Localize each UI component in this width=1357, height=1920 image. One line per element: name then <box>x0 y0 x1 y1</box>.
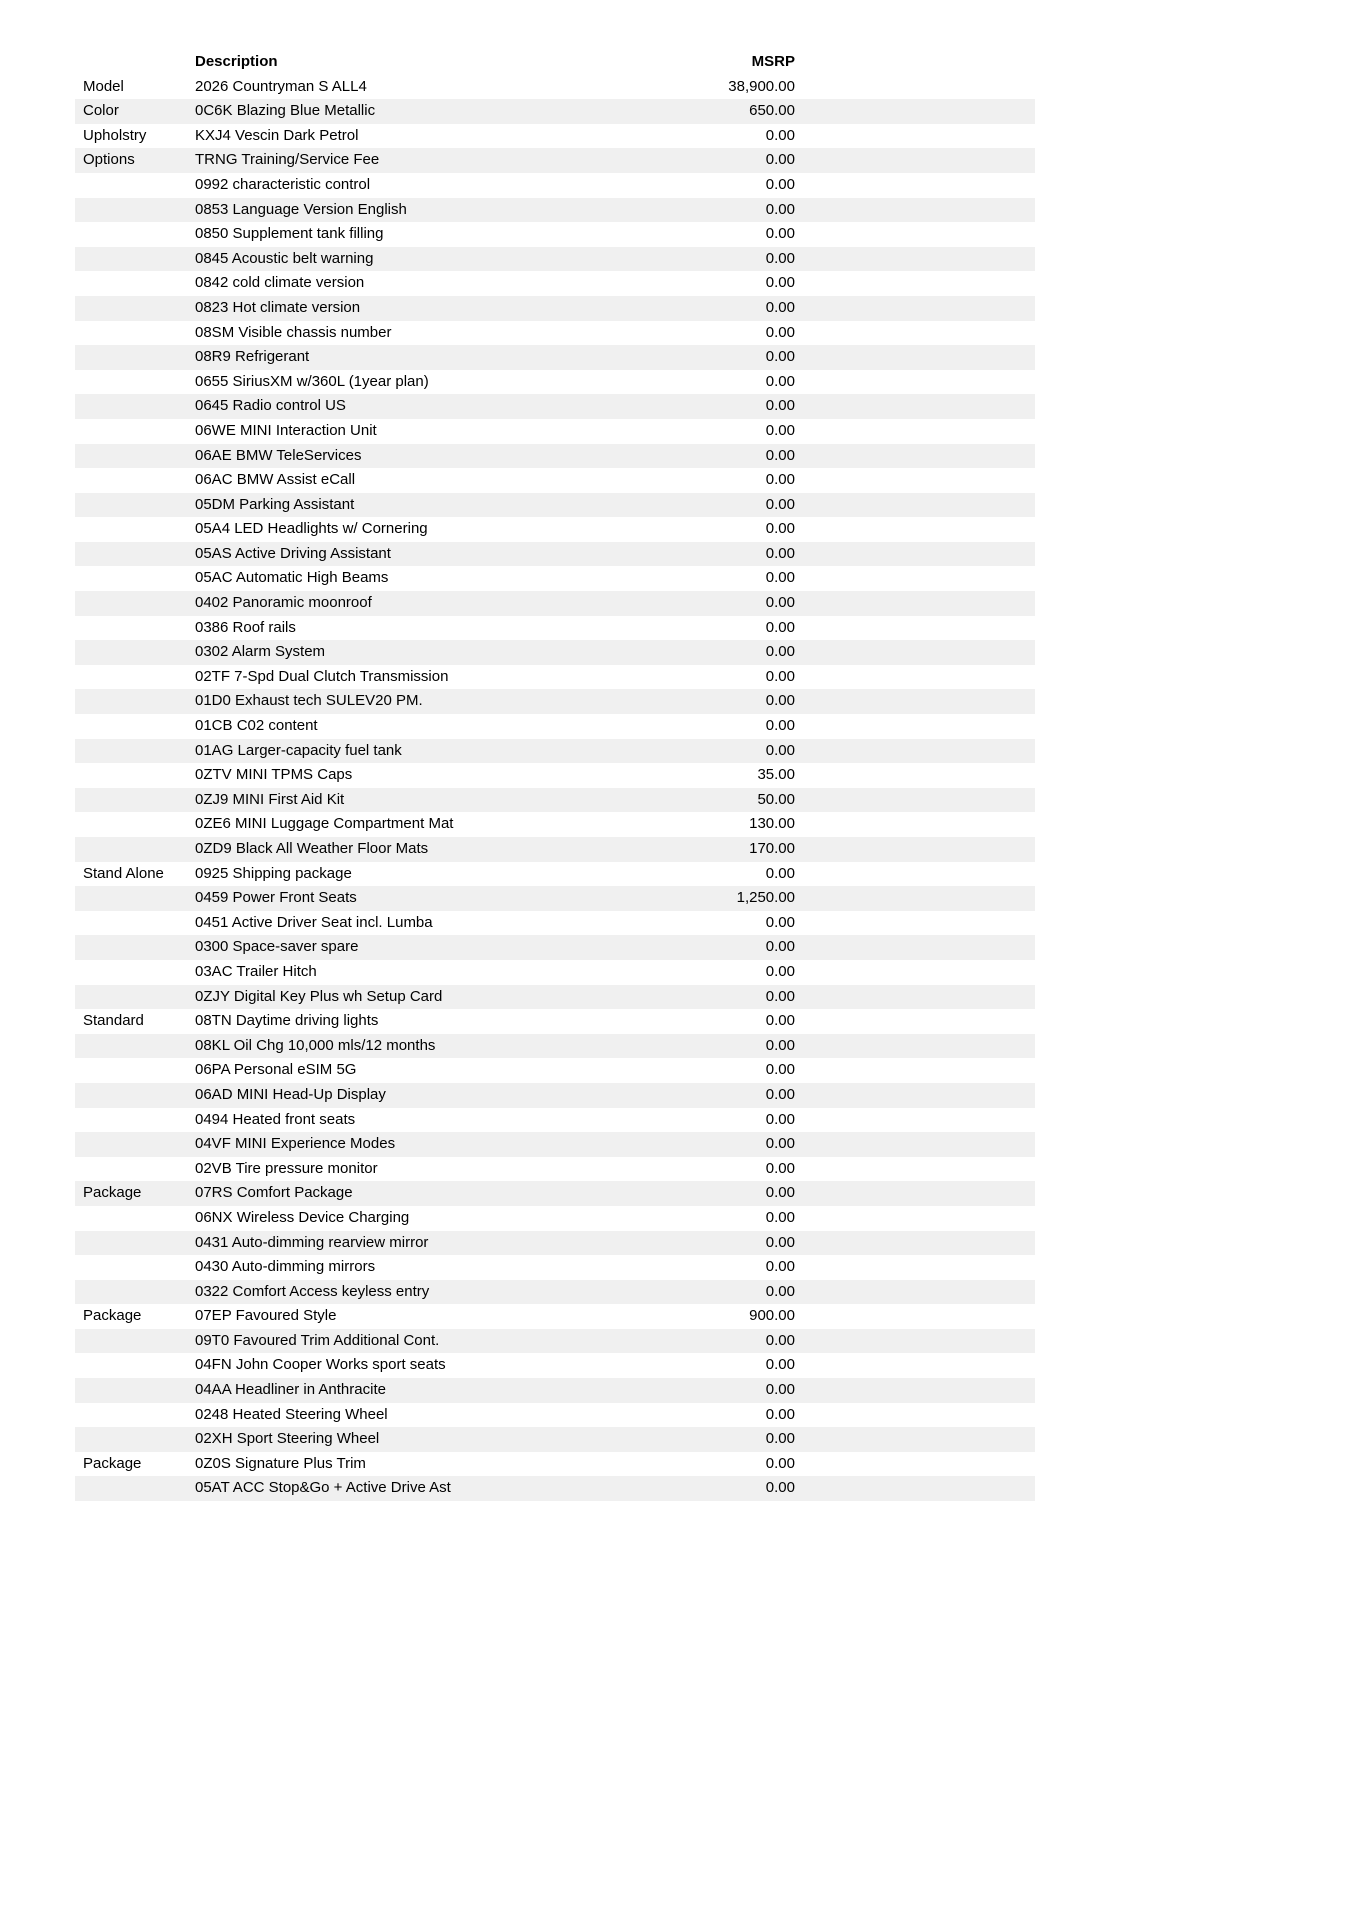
msrp-cell: 0.00 <box>765 151 795 169</box>
description-cell: 01D0 Exhaust tech SULEV20 PM. <box>195 692 423 710</box>
description-cell: 0ZTV MINI TPMS Caps <box>195 766 353 784</box>
price-table-body <box>75 75 1035 1501</box>
table-row <box>75 321 1035 346</box>
description-cell: 0Z0S Signature Plus Trim <box>195 1454 366 1472</box>
description-cell: 0431 Auto-dimming rearview mirror <box>195 1233 429 1251</box>
msrp-cell: 0.00 <box>765 1085 795 1103</box>
description-cell: 05AC Automatic High Beams <box>195 569 389 587</box>
description-cell: 04FN John Cooper Works sport seats <box>195 1356 446 1374</box>
msrp-cell: 0.00 <box>765 348 795 366</box>
msrp-cell: 0.00 <box>765 1331 795 1349</box>
table-row <box>75 1304 1035 1329</box>
description-cell: 0ZE6 MINI Luggage Compartment Mat <box>195 815 454 833</box>
table-row <box>75 911 1035 936</box>
table-row <box>75 739 1035 764</box>
description-cell: 0845 Acoustic belt warning <box>195 249 374 267</box>
description-cell: 0386 Roof rails <box>195 618 296 636</box>
msrp-cell: 0.00 <box>765 200 795 218</box>
description-cell: 05AT ACC Stop&Go + Active Drive Ast <box>195 1479 451 1497</box>
table-row <box>75 444 1035 469</box>
table-row <box>75 862 1035 887</box>
msrp-cell: 170.00 <box>749 840 795 857</box>
table-row <box>75 394 1035 419</box>
table-row <box>75 1329 1035 1354</box>
msrp-cell: 0.00 <box>765 1479 795 1497</box>
msrp-cell: 0.00 <box>765 1258 795 1276</box>
table-row <box>75 1378 1035 1403</box>
description-cell: 0823 Hot climate version <box>195 298 361 316</box>
description-cell: 09T0 Favoured Trim Additional Cont. <box>195 1331 440 1349</box>
msrp-cell: 0.00 <box>765 913 795 931</box>
msrp-cell: 0.00 <box>765 397 795 415</box>
table-row <box>75 812 1035 837</box>
table-row <box>75 591 1035 616</box>
description-cell: 04AA Headliner in Anthracite <box>195 1381 386 1399</box>
msrp-cell: 0.00 <box>765 1184 795 1202</box>
msrp-cell: 0.00 <box>765 1454 795 1472</box>
table-row <box>75 566 1035 591</box>
msrp-cell: 0.00 <box>765 1430 795 1448</box>
description-cell: 06WE MINI Interaction Unit <box>195 421 377 439</box>
msrp-cell: 0.00 <box>765 1012 795 1030</box>
table-row <box>75 493 1035 518</box>
table-row <box>75 542 1035 567</box>
msrp-cell: 0.00 <box>765 175 795 193</box>
description-cell: 05A4 LED Headlights w/ Cornering <box>195 520 428 538</box>
description-cell: 0302 Alarm System <box>195 643 326 661</box>
description-cell: 01AG Larger-capacity fuel tank <box>195 741 402 759</box>
msrp-cell: 650.00 <box>749 102 795 120</box>
table-row <box>75 370 1035 395</box>
table-row <box>75 1403 1035 1428</box>
description-cell: 02TF 7-Spd Dual Clutch Transmission <box>195 667 449 685</box>
msrp-cell: 0.00 <box>765 643 795 661</box>
msrp-cell: 0.00 <box>765 1135 795 1153</box>
table-row <box>75 1009 1035 1034</box>
description-cell: 07RS Comfort Package <box>195 1184 353 1202</box>
description-cell: 06AD MINI Head-Up Display <box>195 1085 386 1103</box>
msrp-cell: 0.00 <box>765 1061 795 1079</box>
msrp-cell: 0.00 <box>765 692 795 710</box>
description-cell: 0992 characteristic control <box>195 175 371 193</box>
description-cell: 06AC BMW Assist eCall <box>195 471 356 489</box>
table-row <box>75 1280 1035 1305</box>
table-row <box>75 345 1035 370</box>
category-cell: Package <box>83 1307 142 1325</box>
msrp-cell: 0.00 <box>765 1036 795 1054</box>
msrp-cell: 0.00 <box>765 741 795 759</box>
msrp-cell: 0.00 <box>765 1233 795 1251</box>
table-row <box>75 1255 1035 1280</box>
description-cell: 2026 Countryman S ALL4 <box>195 77 367 95</box>
table-row <box>75 1108 1035 1133</box>
table-row <box>75 468 1035 493</box>
table-row <box>75 1181 1035 1206</box>
description-cell: 0842 cold climate version <box>195 274 365 292</box>
header-msrp-cell: MSRP <box>751 53 795 70</box>
table-row <box>75 763 1035 788</box>
table-header-row <box>75 50 1035 75</box>
description-cell: 0ZD9 Black All Weather Floor Mats <box>195 840 429 857</box>
msrp-cell: 0.00 <box>765 938 795 956</box>
table-row <box>75 616 1035 641</box>
table-row <box>75 1452 1035 1477</box>
description-cell: 02XH Sport Steering Wheel <box>195 1430 380 1448</box>
description-cell: 0402 Panoramic moonroof <box>195 594 372 612</box>
description-cell: 02VB Tire pressure monitor <box>195 1159 378 1177</box>
category-cell: Standard <box>83 1012 144 1030</box>
description-cell: 0655 SiriusXM w/360L (1year plan) <box>195 372 429 390</box>
msrp-cell: 0.00 <box>765 1208 795 1226</box>
msrp-cell: 0.00 <box>765 421 795 439</box>
description-cell: TRNG Training/Service Fee <box>195 151 380 169</box>
description-cell: 08TN Daytime driving lights <box>195 1012 379 1030</box>
table-row <box>75 99 1035 124</box>
msrp-cell: 900.00 <box>749 1307 795 1325</box>
table-row <box>75 1132 1035 1157</box>
msrp-cell: 0.00 <box>765 274 795 292</box>
msrp-cell: 0.00 <box>765 471 795 489</box>
description-cell: 0850 Supplement tank filling <box>195 225 384 243</box>
msrp-cell: 0.00 <box>765 544 795 562</box>
description-cell: 03AC Trailer Hitch <box>195 962 317 980</box>
table-row <box>75 271 1035 296</box>
msrp-cell: 0.00 <box>765 1159 795 1177</box>
table-row <box>75 1476 1035 1501</box>
table-row <box>75 788 1035 813</box>
category-cell: Package <box>83 1454 142 1472</box>
description-cell: 0645 Radio control US <box>195 397 346 415</box>
table-row <box>75 419 1035 444</box>
description-cell: 05AS Active Driving Assistant <box>195 544 391 562</box>
table-row <box>75 1157 1035 1182</box>
table-row <box>75 1206 1035 1231</box>
table-row <box>75 689 1035 714</box>
msrp-cell: 50.00 <box>757 790 795 808</box>
category-cell: Options <box>83 151 135 169</box>
table-row <box>75 198 1035 223</box>
table-row <box>75 985 1035 1010</box>
header-description-cell: Description <box>195 53 278 70</box>
msrp-cell: 0.00 <box>765 446 795 464</box>
description-cell: 0925 Shipping package <box>195 864 352 882</box>
msrp-cell: 0.00 <box>765 1381 795 1399</box>
table-row <box>75 886 1035 911</box>
msrp-cell: 0.00 <box>765 1356 795 1374</box>
description-cell: 0494 Heated front seats <box>195 1110 356 1128</box>
msrp-cell: 0.00 <box>765 717 795 735</box>
category-cell: Package <box>83 1184 142 1202</box>
msrp-cell: 0.00 <box>765 495 795 513</box>
table-row <box>75 665 1035 690</box>
description-cell: 05DM Parking Assistant <box>195 495 355 513</box>
description-cell: 0430 Auto-dimming mirrors <box>195 1258 376 1276</box>
msrp-cell: 0.00 <box>765 1282 795 1300</box>
msrp-cell: 0.00 <box>765 298 795 316</box>
msrp-cell: 0.00 <box>765 962 795 980</box>
table-row <box>75 222 1035 247</box>
msrp-cell: 38,900.00 <box>728 77 795 95</box>
table-row <box>75 837 1035 862</box>
table-row <box>75 1058 1035 1083</box>
msrp-cell: 0.00 <box>765 126 795 144</box>
table-row <box>75 935 1035 960</box>
description-cell: 0459 Power Front Seats <box>195 889 357 907</box>
description-cell: 08SM Visible chassis number <box>195 323 392 341</box>
price-table <box>75 50 1035 1501</box>
description-cell: 0300 Space-saver spare <box>195 938 359 956</box>
msrp-cell: 130.00 <box>749 815 795 833</box>
msrp-cell: 0.00 <box>765 594 795 612</box>
description-cell: 08KL Oil Chg 10,000 mls/12 months <box>195 1036 436 1054</box>
table-row <box>75 1034 1035 1059</box>
description-cell: 0853 Language Version English <box>195 200 407 218</box>
table-row <box>75 1427 1035 1452</box>
description-cell: 0451 Active Driver Seat incl. Lumba <box>195 913 433 931</box>
description-cell: 0ZJ9 MINI First Aid Kit <box>195 790 345 808</box>
table-row <box>75 296 1035 321</box>
description-cell: 04VF MINI Experience Modes <box>195 1135 396 1153</box>
msrp-cell: 0.00 <box>765 249 795 267</box>
description-cell: 06AE BMW TeleServices <box>195 446 362 464</box>
msrp-cell: 0.00 <box>765 520 795 538</box>
msrp-cell: 0.00 <box>765 864 795 882</box>
table-row <box>75 124 1035 149</box>
msrp-cell: 0.00 <box>765 987 795 1005</box>
msrp-cell: 0.00 <box>765 569 795 587</box>
table-row <box>75 517 1035 542</box>
table-row <box>75 247 1035 272</box>
msrp-cell: 0.00 <box>765 372 795 390</box>
table-row <box>75 75 1035 100</box>
msrp-cell: 0.00 <box>765 618 795 636</box>
category-cell: Stand Alone <box>83 864 164 882</box>
category-cell: Upholstry <box>83 126 147 144</box>
msrp-cell: 0.00 <box>765 667 795 685</box>
description-cell: 0C6K Blazing Blue Metallic <box>195 102 376 120</box>
table-row <box>75 960 1035 985</box>
msrp-cell: 0.00 <box>765 323 795 341</box>
msrp-cell: 0.00 <box>765 1110 795 1128</box>
table-row <box>75 173 1035 198</box>
description-cell: 0ZJY Digital Key Plus wh Setup Card <box>195 987 443 1005</box>
table-row <box>75 1083 1035 1108</box>
category-cell: Model <box>83 77 124 95</box>
msrp-cell: 0.00 <box>765 1405 795 1423</box>
table-row <box>75 640 1035 665</box>
description-cell: 06PA Personal eSIM 5G <box>195 1061 357 1079</box>
description-cell: 08R9 Refrigerant <box>195 348 310 366</box>
description-cell: 0248 Heated Steering Wheel <box>195 1405 388 1423</box>
table-row <box>75 1353 1035 1378</box>
description-cell: KXJ4 Vescin Dark Petrol <box>195 126 359 144</box>
table-row <box>75 1231 1035 1256</box>
table-row <box>75 148 1035 173</box>
msrp-cell: 0.00 <box>765 225 795 243</box>
description-cell: 06NX Wireless Device Charging <box>195 1208 410 1226</box>
msrp-cell: 1,250.00 <box>736 889 795 907</box>
msrp-cell: 35.00 <box>757 766 795 784</box>
description-cell: 0322 Comfort Access keyless entry <box>195 1282 430 1300</box>
category-cell: Color <box>83 102 119 120</box>
table-row <box>75 714 1035 739</box>
description-cell: 01CB C02 content <box>195 717 318 735</box>
description-cell: 07EP Favoured Style <box>195 1307 337 1325</box>
